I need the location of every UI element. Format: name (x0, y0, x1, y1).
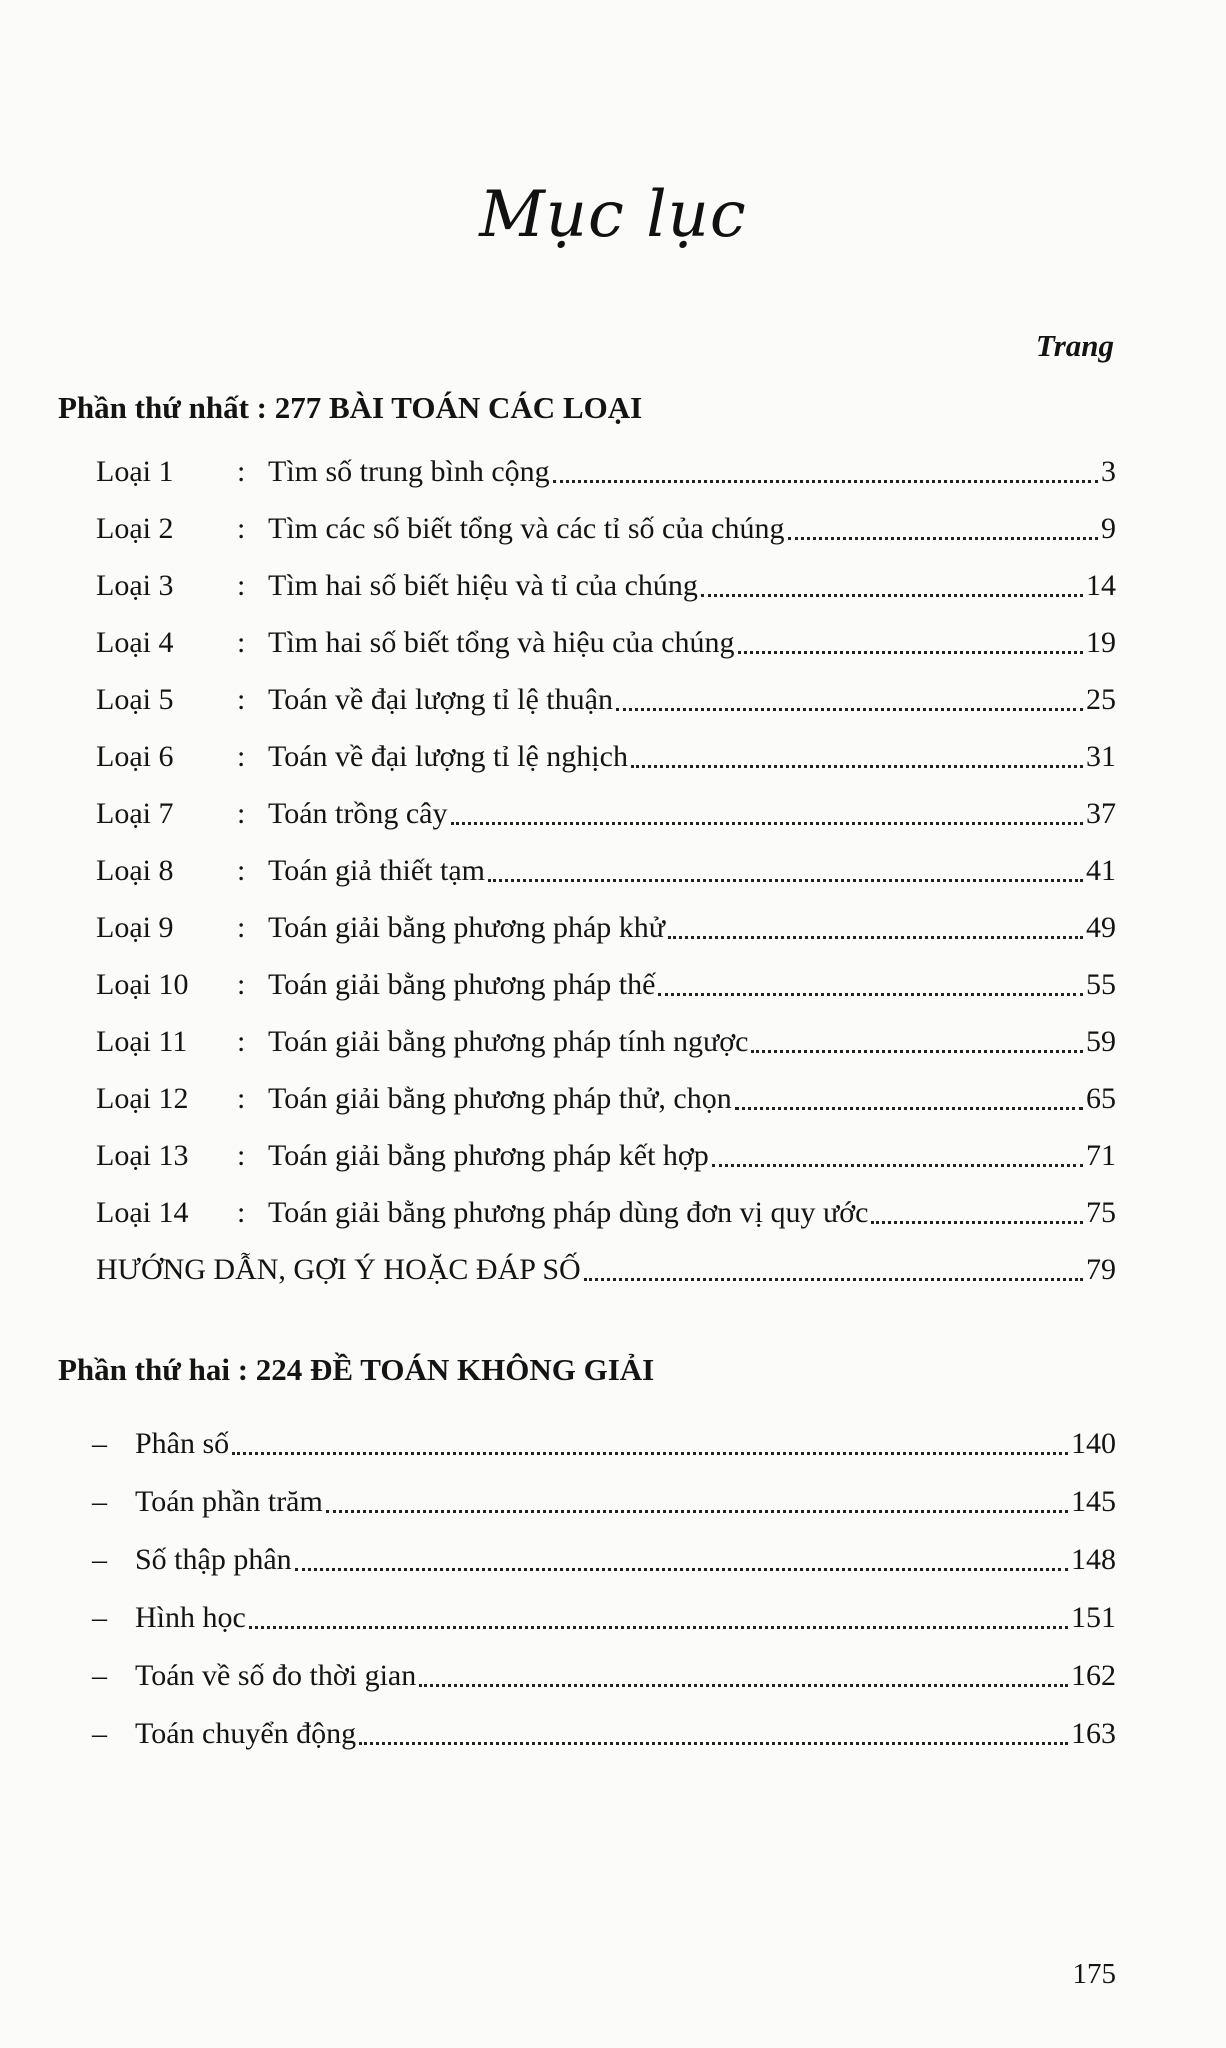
entry-title: HƯỚNG DẪN, GỢI Ý HOẶC ĐÁP SỐ (96, 1253, 581, 1286)
dot-leader (232, 1452, 1068, 1455)
entry-label: Loại 14 (96, 1196, 189, 1229)
part1-heading: Phần thứ nhất : 277 BÀI TOÁN CÁC LOẠI (58, 390, 643, 425)
entry-title: Toán trồng cây (268, 797, 448, 830)
dot-leader (701, 594, 1083, 597)
entry-colon: : (237, 1082, 246, 1115)
entry-title: Tìm các số biết tổng và các tỉ số của chúng (268, 512, 785, 545)
entry-page: 151 (1071, 1601, 1116, 1634)
entry-label: Loại 3 (96, 569, 174, 602)
page-number: 175 (1072, 1958, 1116, 1990)
entry-page: 59 (1086, 1025, 1116, 1058)
dot-leader (616, 708, 1083, 711)
entry-dash: – (92, 1659, 107, 1692)
entry-dash: – (92, 1485, 107, 1518)
toc-entry (0, 509, 1226, 566)
dot-leader (668, 936, 1083, 939)
dot-leader (871, 1221, 1083, 1224)
entry-label: Loại 12 (96, 1082, 189, 1115)
toc-entry (0, 1193, 1226, 1250)
entry-page: 41 (1086, 854, 1116, 887)
toc-entry (0, 1424, 1226, 1481)
entry-dash: – (92, 1543, 107, 1576)
entry-page: 140 (1071, 1427, 1116, 1460)
entry-label: Loại 7 (96, 797, 174, 830)
entry-colon: : (237, 740, 246, 773)
entry-page: 163 (1071, 1717, 1116, 1750)
dot-leader (249, 1626, 1068, 1629)
entry-title: Toán về số đo thời gian (135, 1659, 417, 1692)
entry-title: Tìm hai số biết hiệu và tỉ của chúng (268, 569, 698, 602)
entry-page: 148 (1071, 1543, 1116, 1576)
dot-leader (326, 1510, 1068, 1513)
toc-entry (0, 851, 1226, 908)
entry-colon: : (237, 911, 246, 944)
part2-heading: Phần thứ hai : 224 ĐỀ TOÁN KHÔNG GIẢI (58, 1352, 655, 1387)
toc-entry (0, 1482, 1226, 1539)
entry-label: Loại 8 (96, 854, 174, 887)
toc-entry (0, 680, 1226, 737)
entry-page: 49 (1086, 911, 1116, 944)
entry-label: Loại 4 (96, 626, 174, 659)
entry-title: Toán về đại lượng tỉ lệ thuận (268, 683, 613, 716)
entry-colon: : (237, 968, 246, 1001)
entry-colon: : (237, 569, 246, 602)
entry-title: Toán giải bằng phương pháp kết hợp (268, 1139, 709, 1172)
entry-page: 79 (1086, 1253, 1116, 1286)
entry-title: Toán phần trăm (135, 1485, 323, 1518)
dot-leader (788, 537, 1099, 540)
dot-leader (553, 480, 1098, 483)
entry-title: Toán về đại lượng tỉ lệ nghịch (268, 740, 628, 773)
toc-entry (0, 1656, 1226, 1713)
toc-guide-entry (0, 1250, 1226, 1307)
toc-entry (0, 908, 1226, 965)
entry-colon: : (237, 797, 246, 830)
toc-entry (0, 452, 1226, 509)
dot-leader (735, 1107, 1083, 1110)
entry-label: Loại 10 (96, 968, 189, 1001)
entry-title: Hình học (135, 1601, 246, 1634)
entry-title: Tìm số trung bình cộng (268, 455, 550, 488)
toc-entry (0, 1540, 1226, 1597)
entry-colon: : (237, 512, 246, 545)
entry-colon: : (237, 683, 246, 716)
entry-dash: – (92, 1717, 107, 1750)
entry-page: 25 (1086, 683, 1116, 716)
entry-title: Toán giải bằng phương pháp thế (268, 968, 656, 1001)
toc-entry (0, 1079, 1226, 1136)
entry-label: Loại 6 (96, 740, 174, 773)
entry-colon: : (237, 1025, 246, 1058)
dot-leader (712, 1164, 1083, 1167)
entry-label: Loại 9 (96, 911, 174, 944)
toc-entry (0, 566, 1226, 623)
toc-entry (0, 1136, 1226, 1193)
entry-label: Loại 5 (96, 683, 174, 716)
entry-dash: – (92, 1427, 107, 1460)
entry-page: 162 (1071, 1659, 1116, 1692)
dot-leader (419, 1684, 1068, 1687)
entry-label: Loại 2 (96, 512, 174, 545)
entry-label: Loại 11 (96, 1025, 188, 1058)
dot-leader (359, 1742, 1068, 1745)
entry-page: 55 (1086, 968, 1116, 1001)
entry-colon: : (237, 854, 246, 887)
entry-page: 65 (1086, 1082, 1116, 1115)
entry-page: 71 (1086, 1139, 1116, 1172)
entry-page: 145 (1071, 1485, 1116, 1518)
entry-colon: : (237, 1196, 246, 1229)
entry-page: 75 (1086, 1196, 1116, 1229)
entry-title: Toán chuyển động (135, 1717, 357, 1750)
dot-leader (631, 765, 1083, 768)
entry-page: 9 (1101, 512, 1116, 545)
entry-dash: – (92, 1601, 107, 1634)
entry-title: Số thập phân (135, 1543, 292, 1576)
entry-title: Toán giả thiết tạm (268, 854, 486, 887)
dot-leader (295, 1568, 1068, 1571)
toc-entry (0, 737, 1226, 794)
entry-title: Toán giải bằng phương pháp tính ngược (268, 1025, 749, 1058)
dot-leader (488, 879, 1083, 882)
toc-entry (0, 1022, 1226, 1079)
entry-label: Loại 13 (96, 1139, 189, 1172)
toc-entry (0, 794, 1226, 851)
dot-leader (584, 1278, 1083, 1281)
entry-title: Tìm hai số biết tổng và hiệu của chúng (268, 626, 735, 659)
page-column-label: Trang (1035, 328, 1114, 363)
entry-colon: : (237, 1139, 246, 1172)
entry-colon: : (237, 455, 246, 488)
entry-title: Toán giải bằng phương pháp thử, chọn (268, 1082, 732, 1115)
entry-page: 14 (1086, 569, 1116, 602)
entry-title: Toán giải bằng phương pháp dùng đơn vị quy ước (268, 1196, 869, 1229)
entry-page: 37 (1086, 797, 1116, 830)
dot-leader (751, 1050, 1083, 1053)
dot-leader (451, 822, 1083, 825)
dot-leader (738, 651, 1083, 654)
entry-page: 3 (1101, 455, 1116, 488)
entry-page: 31 (1086, 740, 1116, 773)
toc-entry (0, 1714, 1226, 1771)
toc-entry (0, 965, 1226, 1022)
entry-title: Toán giải bằng phương pháp khử (268, 911, 666, 944)
entry-title: Phân số (135, 1427, 230, 1460)
entry-colon: : (237, 626, 246, 659)
toc-entry (0, 623, 1226, 680)
toc-entry (0, 1598, 1226, 1655)
dot-leader (658, 993, 1083, 996)
page-title: Mục lục (479, 178, 747, 252)
entry-page: 19 (1086, 626, 1116, 659)
entry-label: Loại 1 (96, 455, 174, 488)
